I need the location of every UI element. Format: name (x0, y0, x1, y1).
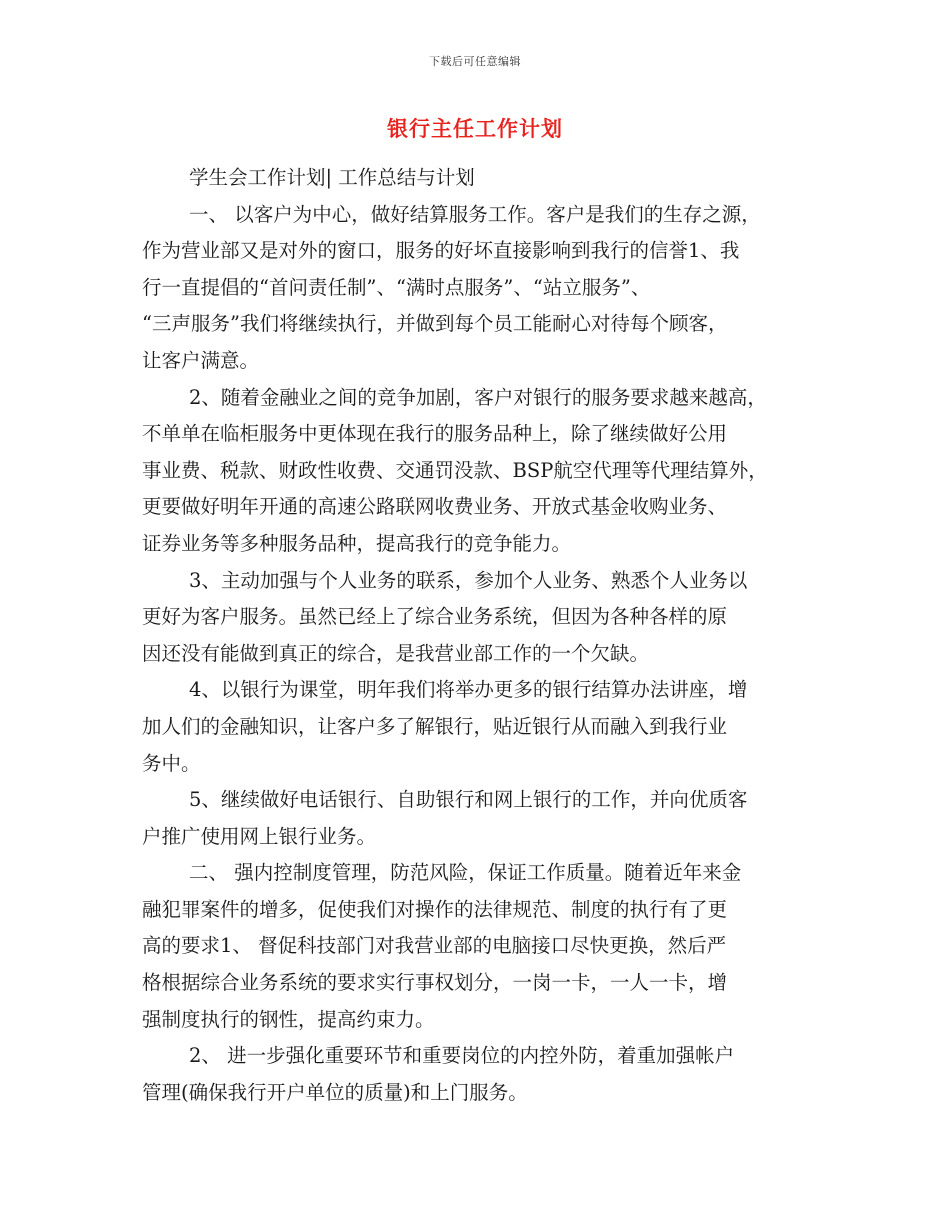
page-title: 银行主任工作计划 (387, 116, 563, 141)
header-note: 下载后可任意编辑 (429, 55, 521, 68)
text-line: 5、继续做好电话银行、自助银行和网上银行的工作，并向优质客 (189, 788, 748, 812)
text-line: 高的要求1、 督促科技部门对我营业部的电脑接口尽快更换，然后严 (142, 934, 727, 958)
text-line: 格根据综合业务系统的要求实行事权划分，一岗一卡，一人一卡，增 (142, 971, 728, 995)
text-line: 户推广使用网上银行业务。 (142, 824, 377, 848)
text-line: 证券业务等多种服务品种，提高我行的竞争能力。 (142, 531, 572, 555)
text-line: 学生会工作计划| 工作总结与计划 (189, 166, 475, 189)
text-line: 作为营业部又是对外的窗口，服务的好坏直接影响到我行的信誉1、我 (142, 239, 740, 263)
text-line: 行一直提倡的“首问责任制”、“满时点服务”、“站立服务”、 (142, 275, 651, 299)
text-line: 2、随着金融业之间的竞争加剧，客户对银行的服务要求越来越高， (189, 385, 767, 409)
text-line: 更要做好明年开通的高速公路联网收费业务、开放式基金收购业务、 (142, 495, 728, 519)
text-line: 不单单在临柜服务中更体现在我行的服务品种上，除了继续做好公用 (142, 422, 728, 446)
text-line: 3、主动加强与个人业务的联系，参加个人业务、熟悉个人业务以 (189, 568, 748, 592)
text-line: 二、 强内控制度管理，防范风险，保证工作质量。随着近年来金 (189, 861, 742, 885)
text-line: 强制度执行的钢性，提高约束力。 (142, 1007, 435, 1031)
text-line: 因还没有能做到真正的综合，是我营业部工作的一个欠缺。 (142, 641, 650, 665)
text-line: 管理(确保我行开户单位的质量)和上门服务。 (142, 1080, 528, 1104)
text-line: 事业费、税款、财政性收费、交通罚没款、BSP航空代理等代理结算外， (142, 458, 768, 482)
text-line: 让客户满意。 (142, 348, 260, 372)
text-line: 务中。 (142, 751, 201, 775)
text-line: 4、以银行为课堂，明年我们将举办更多的银行结算办法讲座，增 (189, 678, 748, 702)
text-line: 加人们的金融知识，让客户多了解银行，贴近银行从而融入到我行业 (142, 714, 728, 738)
text-line: 融犯罪案件的增多，促使我们对操作的法律规范、制度的执行有了更 (142, 897, 728, 921)
text-line: 更好为客户服务。虽然已经上了综合业务系统，但因为各种各样的原 (142, 605, 728, 629)
text-line: 2、 进一步强化重要环节和重要岗位的内控外防，着重加强帐户 (189, 1044, 735, 1068)
document-body (142, 160, 822, 1111)
text-line: “三声服务”我们将继续执行，并做到每个员工能耐心对待每个顾客， (142, 312, 728, 336)
text-line: 一、 以客户为中心，做好结算服务工作。客户是我们的生存之源， (189, 202, 761, 226)
